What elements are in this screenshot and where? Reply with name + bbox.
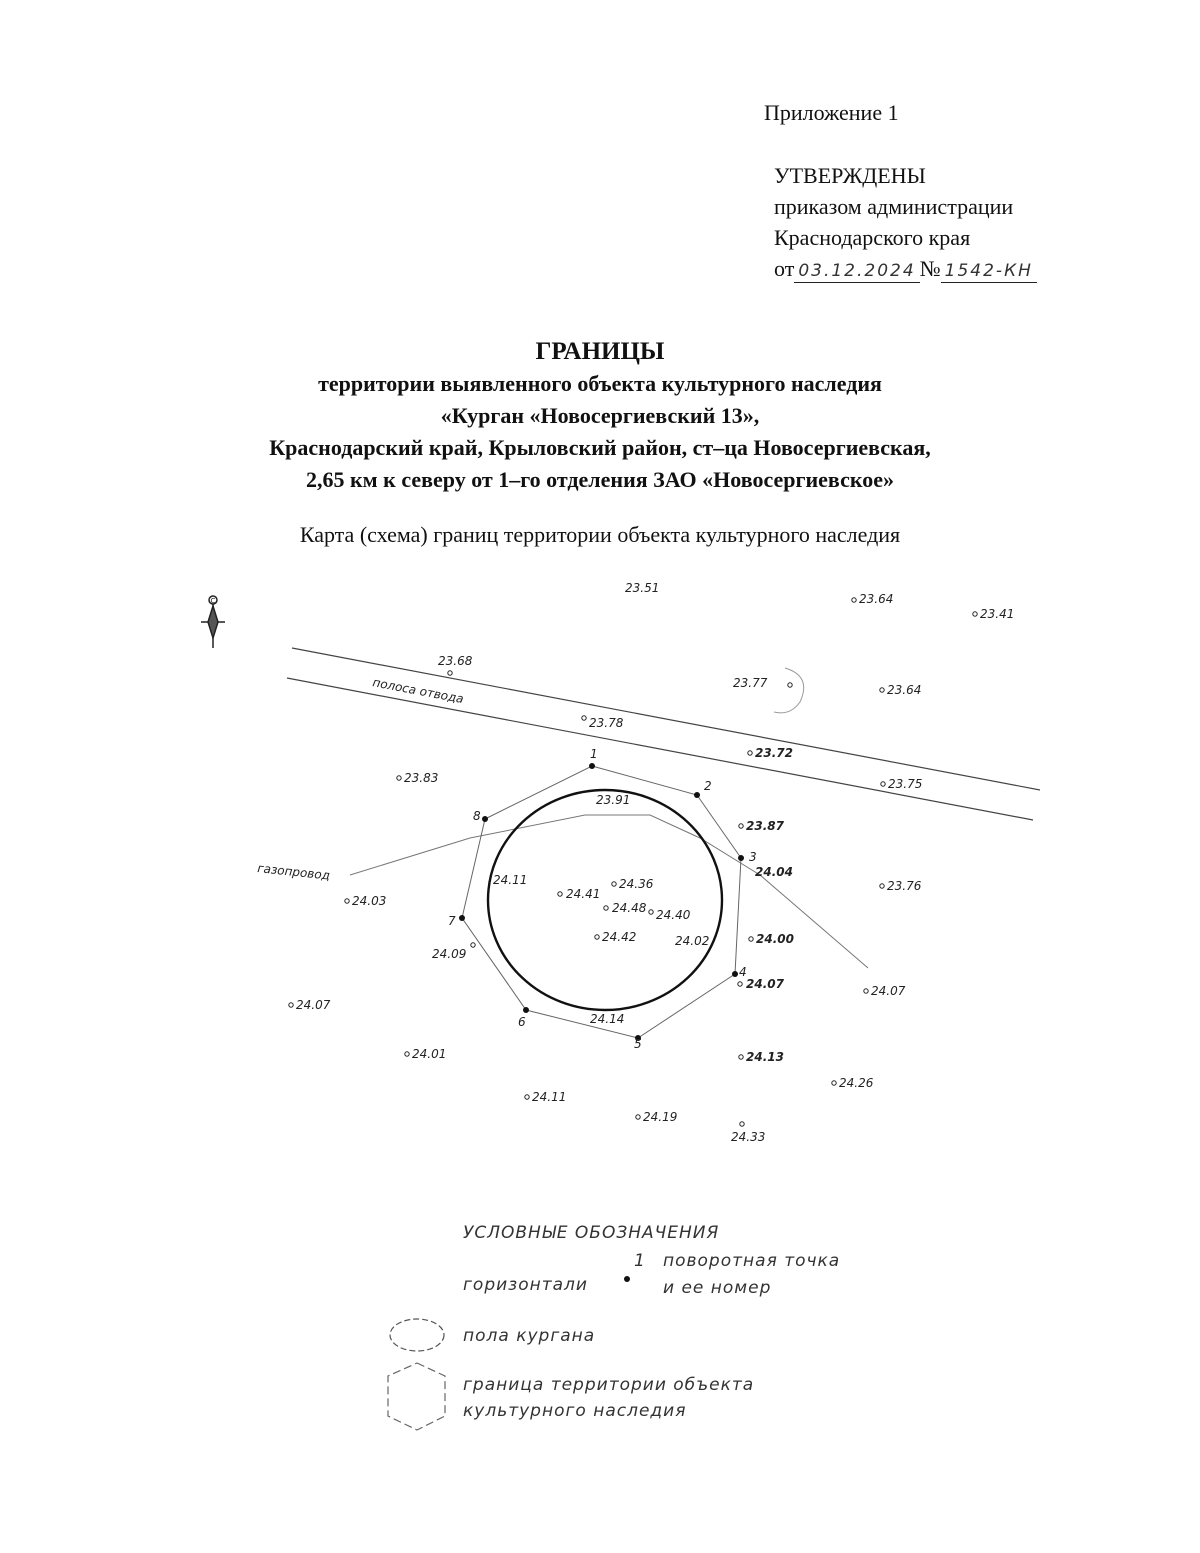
- compass-letter: С: [210, 597, 216, 605]
- elevation-23-77: 23.77: [733, 676, 768, 690]
- legend-turning-point: поворотная точка: [663, 1251, 841, 1271]
- legend-mound-symbol: [390, 1319, 444, 1351]
- elevation-23-76: 23.76: [887, 879, 922, 893]
- elevation-24-00: 24.00: [756, 932, 794, 946]
- legend-contours: горизонтали: [463, 1275, 588, 1295]
- elevation-24-41: 24.41: [566, 887, 601, 901]
- title-line-1: территории выявленного объекта культурного наследия: [318, 371, 882, 396]
- elevation-24-11-a: 24.11: [493, 873, 528, 887]
- elevation-24-13: 24.13: [746, 1050, 784, 1064]
- approved-by-line: приказом администрации: [774, 194, 1014, 219]
- elevation-24-03: 24.03: [352, 894, 387, 908]
- elevation-24-36: 24.36: [619, 877, 654, 891]
- elevation-24-14: 24.14: [590, 1012, 625, 1026]
- title-line-3: Краснодарский край, Крыловский район, ст–ца Новосергиевская,: [269, 435, 931, 460]
- turning-point-3: 3: [749, 850, 757, 864]
- elevation-24-48: 24.48: [612, 901, 647, 915]
- pipeline-label: газопровод: [256, 861, 331, 883]
- elevation-24-07-b: 24.07: [871, 984, 906, 998]
- elevation-24-40: 24.40: [656, 908, 691, 922]
- elevation-23-68: 23.68: [438, 654, 473, 668]
- elevation-23-83: 23.83: [404, 771, 439, 785]
- elevation-23-41: 23.41: [980, 607, 1015, 621]
- turning-point-6: 6: [518, 1015, 526, 1029]
- north-arrow-icon: [201, 596, 225, 648]
- title-line-2: «Курган «Новосергиевский 13»,: [440, 403, 760, 428]
- elevation-23-91: 23.91: [596, 793, 631, 807]
- elevation-23-72: 23.72: [755, 746, 793, 760]
- road-right-of-way: [287, 648, 1040, 820]
- turning-point-4: 4: [739, 965, 747, 979]
- legend-boundary-line-1: граница территории объекта: [463, 1375, 755, 1395]
- elevation-23-78: 23.78: [589, 716, 624, 730]
- legend-turning-point-2: и ее номер: [663, 1278, 772, 1298]
- approval-number: 1542-КН: [941, 260, 1037, 283]
- legend-point-marker: [624, 1276, 630, 1282]
- approved-heading: УТВЕРЖДЕНЫ: [774, 163, 926, 188]
- elevation-24-19: 24.19: [643, 1110, 678, 1124]
- turning-point-7: 7: [448, 914, 456, 928]
- elevation-24-04: 24.04: [755, 865, 793, 879]
- number-prefix: №: [919, 256, 941, 281]
- turning-point-1: 1: [590, 747, 598, 761]
- road-label: полоса отвода: [371, 675, 465, 707]
- elevation-24-11-b: 24.11: [532, 1090, 567, 1104]
- map-subtitle: Карта (схема) границ территории объекта культурного наследия: [299, 522, 901, 547]
- turning-point-8: 8: [473, 809, 481, 823]
- legend-title: УСЛОВНЫЕ ОБОЗНАЧЕНИЯ: [463, 1223, 720, 1243]
- elevation-24-09: 24.09: [432, 947, 467, 961]
- elevation-23-64-b: 23.64: [887, 683, 922, 697]
- elevation-24-02: 24.02: [675, 934, 710, 948]
- title-main: ГРАНИЦЫ: [535, 338, 665, 365]
- appendix-label: Приложение 1: [764, 100, 899, 125]
- elevation-23-87: 23.87: [746, 819, 784, 833]
- depression-contour: [774, 668, 804, 713]
- approval-date: 03.12.2024: [794, 260, 919, 283]
- elevation-24-42: 24.42: [602, 930, 637, 944]
- approved-authority: Краснодарского края: [774, 225, 971, 250]
- legend-boundary-line-2: культурного наследия: [463, 1401, 687, 1421]
- turning-point-2: 2: [704, 779, 712, 793]
- title-line-4: 2,65 км к северу от 1–го отделения ЗАО «Новосергиевское»: [305, 467, 894, 492]
- elevation-24-07-a: 24.07: [746, 977, 784, 991]
- elevation-24-33: 24.33: [731, 1130, 766, 1144]
- elevation-23-75: 23.75: [888, 777, 923, 791]
- mound-edge: [488, 790, 722, 1010]
- elevation-23-51: 23.51: [625, 581, 660, 595]
- date-prefix: от: [774, 256, 795, 281]
- elevation-24-07-c: 24.07: [296, 998, 331, 1012]
- legend-point-number: 1: [634, 1251, 646, 1271]
- elevation-24-01: 24.01: [412, 1047, 447, 1061]
- elevation-23-64-a: 23.64: [859, 592, 894, 606]
- turning-point-5: 5: [634, 1037, 642, 1051]
- elevation-24-26: 24.26: [839, 1076, 874, 1090]
- map-legend: [388, 1223, 840, 1430]
- legend-mound: пола кургана: [463, 1326, 596, 1346]
- legend-boundary-symbol: [388, 1363, 445, 1430]
